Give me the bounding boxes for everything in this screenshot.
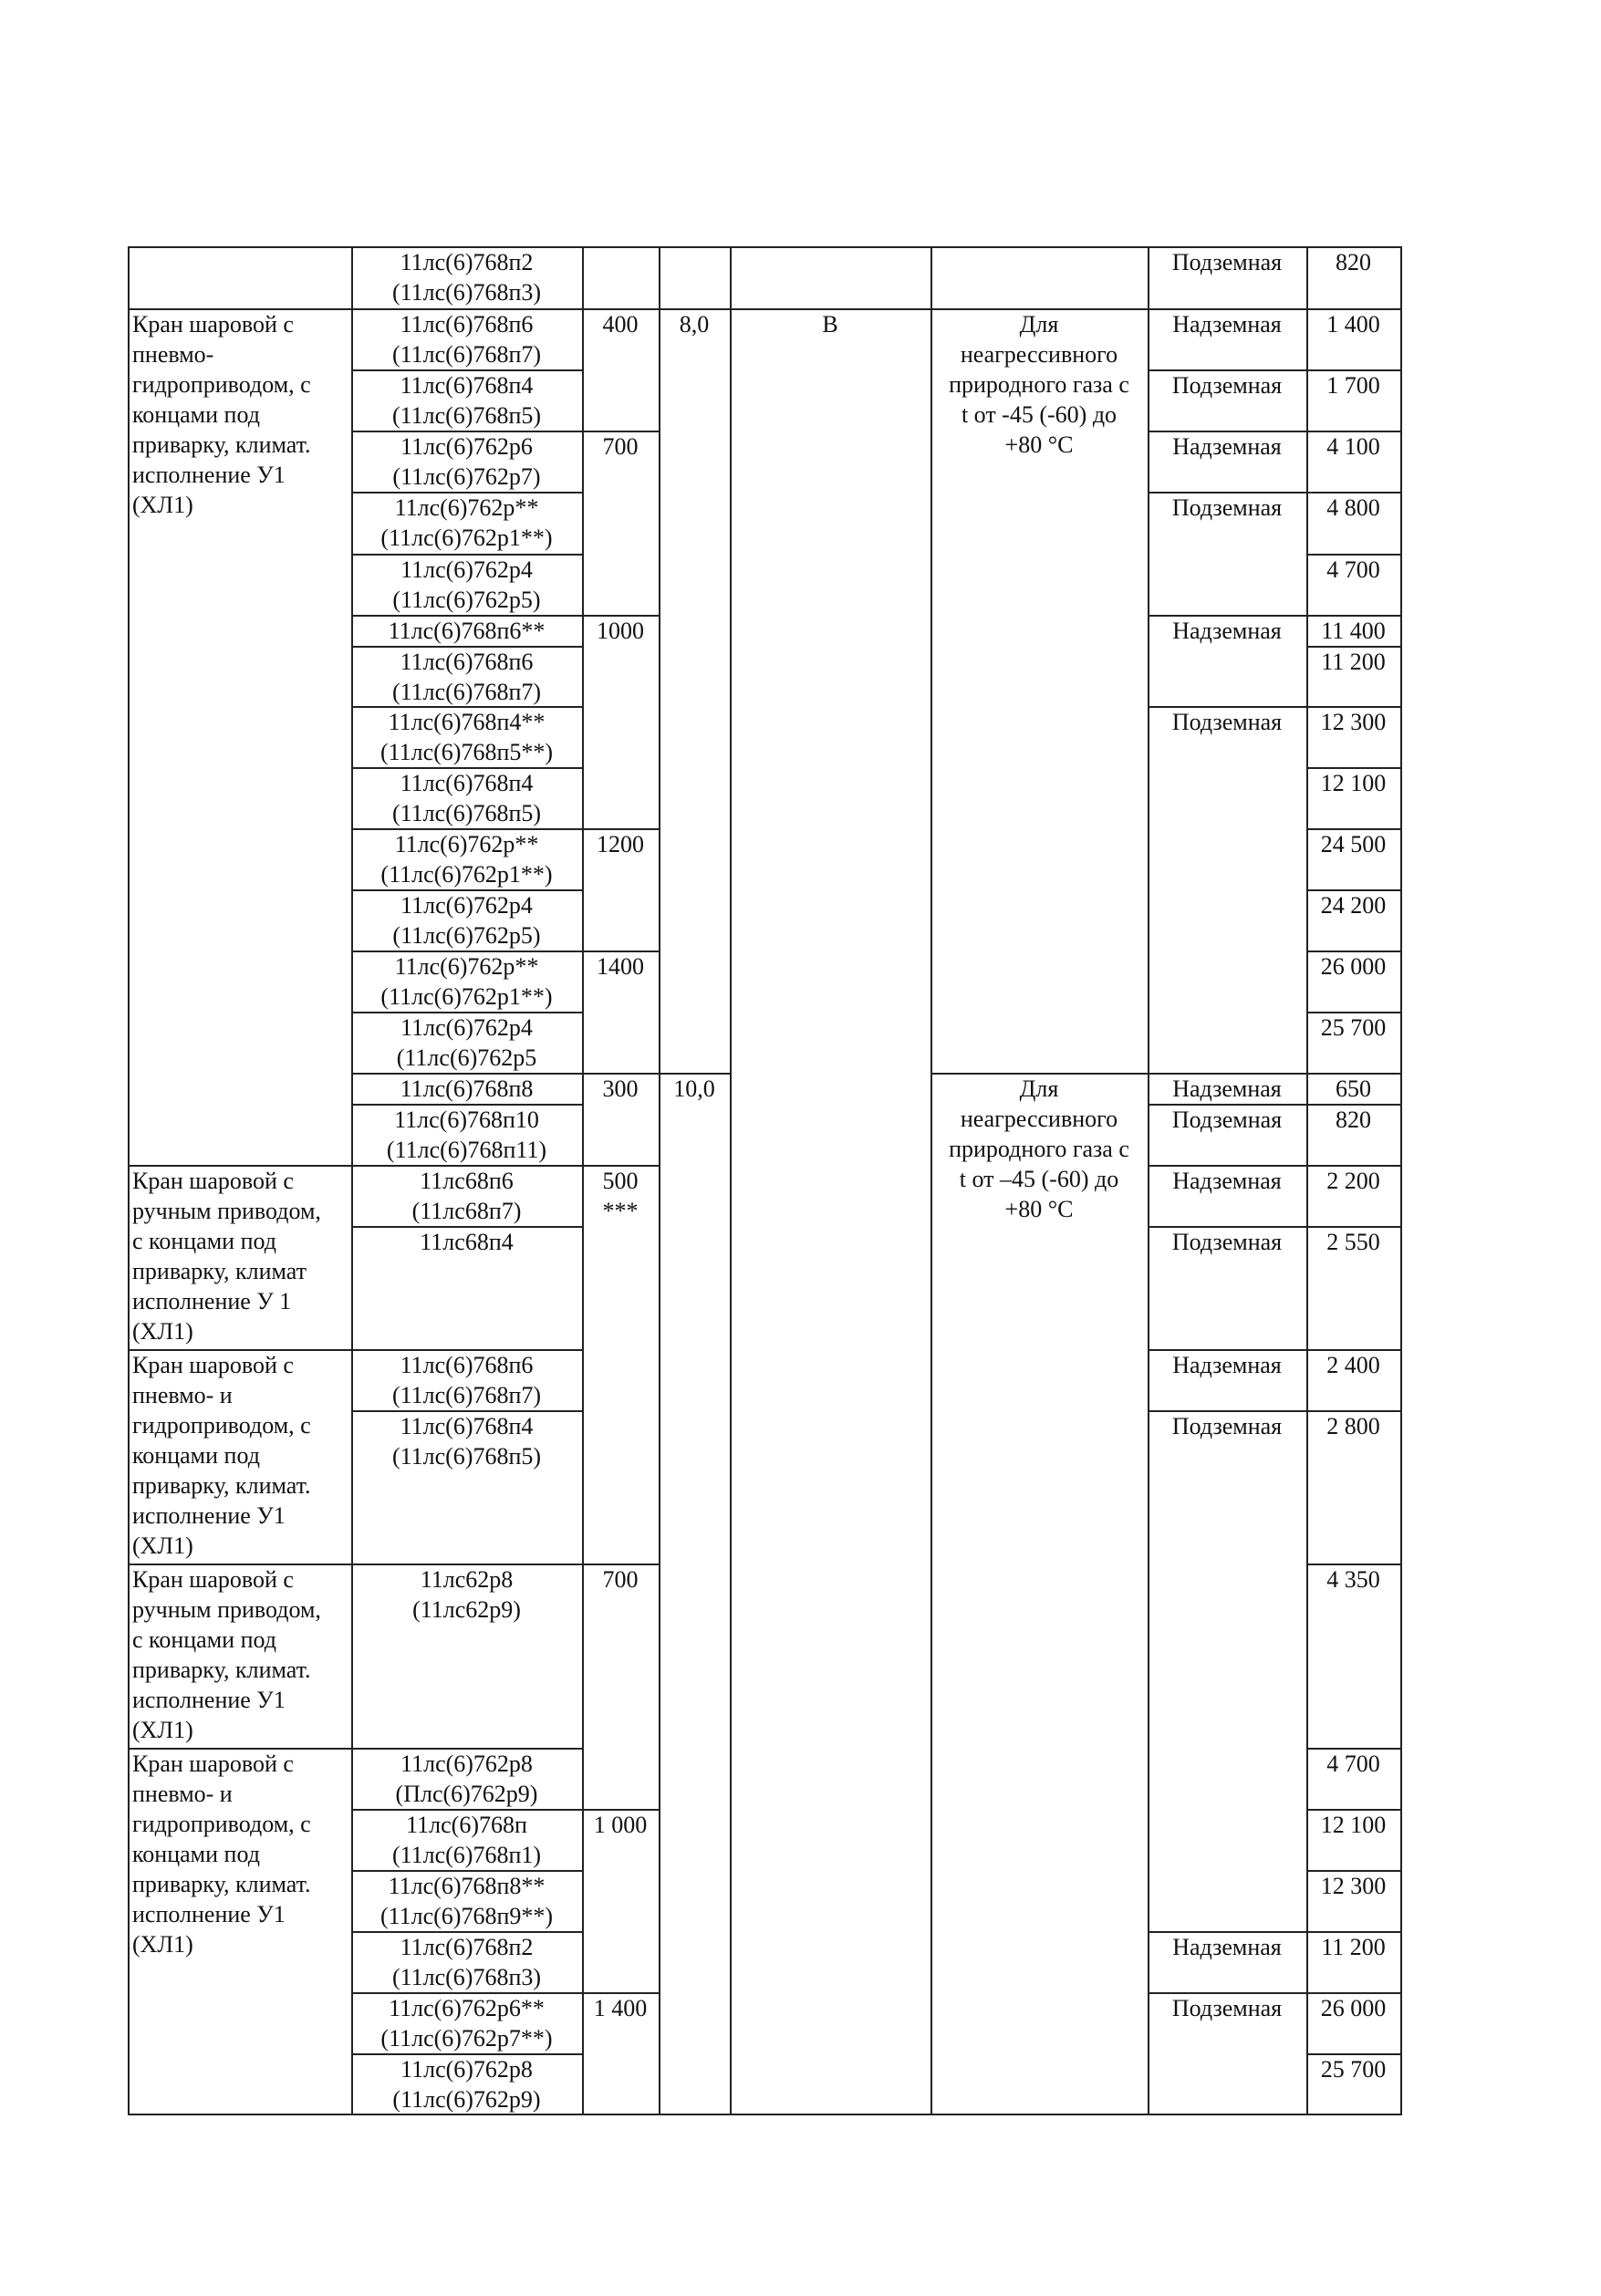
desc-cell: концами под	[132, 1442, 260, 1469]
row-border	[930, 1073, 1402, 1075]
model-cell: 11лс(6)762р**	[394, 494, 539, 521]
model-cell: (11лс(6)762р7**)	[380, 2025, 553, 2052]
column-border	[1148, 246, 1149, 2114]
row-border	[351, 1104, 584, 1106]
column-border	[582, 246, 584, 2114]
dn-cell: 1400	[597, 953, 644, 980]
model-cell: 11лс68п4	[420, 1229, 514, 1255]
model-cell: 11лс(6)768п2	[400, 1934, 534, 1960]
medium-cell: Для	[1019, 311, 1059, 338]
mass-cell: 26 000	[1320, 953, 1387, 980]
desc-cell: исполнение У1	[132, 1901, 286, 1927]
install-cell: Подземная	[1171, 1229, 1283, 1255]
mass-cell: 820	[1336, 1106, 1371, 1133]
row-border	[1148, 1349, 1402, 1351]
pn-cell: 10,0	[673, 1075, 715, 1102]
row-border	[351, 1226, 584, 1228]
install-cell: Подземная	[1171, 1106, 1283, 1133]
mass-cell: 11 200	[1321, 1934, 1386, 1960]
desc-cell: (ХЛ1)	[132, 1717, 193, 1743]
model-cell: (11лс(6)768п11)	[386, 1137, 547, 1163]
install-cell: Надземная	[1172, 618, 1282, 644]
model-cell: 11лс(6)768п6	[400, 1352, 534, 1378]
model-cell: 11лс(6)762р**	[394, 831, 539, 857]
mass-cell: 24 500	[1320, 831, 1387, 857]
model-cell: (11лс(6)768п7)	[391, 679, 542, 705]
row-border	[351, 646, 584, 648]
install-cell: Надземная	[1172, 311, 1282, 338]
desc-cell: исполнение У1	[132, 462, 286, 488]
desc-cell: концами под	[132, 1841, 260, 1867]
desc-cell: гидроприводом, с	[132, 1811, 311, 1837]
medium-cell: +80 °С	[1004, 1196, 1074, 1222]
model-cell: (11лс(6)768п7)	[391, 341, 542, 368]
model-cell: 11лс(6)762р6**	[389, 1995, 545, 2021]
medium-cell: природного газа с	[949, 371, 1129, 398]
column-border	[1306, 246, 1308, 2114]
row-border	[351, 1992, 660, 1994]
row-border	[351, 2053, 584, 2055]
model-cell: (11лс(6)762р1**)	[380, 983, 553, 1010]
dn-cell: 500	[602, 1168, 639, 1194]
row-border	[351, 1931, 584, 1933]
install-cell: Подземная	[1171, 709, 1283, 735]
desc-cell: (ХЛ1)	[132, 492, 193, 518]
model-cell: 11лс(6)768п2	[400, 249, 534, 275]
model-cell: (11лс(6)768п5)	[391, 402, 542, 429]
column-border	[730, 246, 732, 2114]
mass-cell: 25 700	[1320, 1014, 1387, 1041]
model-cell: (11лс(6)768п3)	[391, 279, 542, 306]
desc-cell: гидроприводом, с	[132, 371, 311, 398]
desc-cell: приварку, климат.	[132, 1871, 311, 1897]
desc-cell: пневмо- и	[132, 1781, 233, 1807]
mass-cell: 24 200	[1320, 892, 1387, 919]
model-cell: 11лс62р8	[420, 1566, 514, 1593]
row-border	[351, 889, 584, 891]
model-cell: 11лс(6)762р8	[400, 1751, 533, 1777]
row-border	[1306, 1809, 1402, 1811]
desc-cell: с концами под	[132, 1228, 276, 1254]
install-cell: Надземная	[1172, 1352, 1282, 1378]
model-cell: 11лс(6)768п8**	[388, 1873, 546, 1899]
desc-cell: пневмо-	[132, 341, 214, 368]
medium-cell: Для	[1019, 1075, 1059, 1102]
desc-cell: приварку, климат.	[132, 1472, 311, 1499]
row-border	[351, 1870, 584, 1872]
dn-cell: 1000	[597, 618, 644, 644]
model-cell: 11лс(6)768п4**	[388, 709, 546, 735]
mass-cell: 11 200	[1321, 649, 1386, 675]
model-cell: 11лс(6)768п	[406, 1812, 527, 1838]
mass-cell: 4 100	[1326, 433, 1380, 460]
install-cell: Подземная	[1171, 249, 1283, 275]
mass-cell: 11 400	[1321, 618, 1386, 644]
row-border	[1306, 2053, 1402, 2055]
row-border	[1148, 1931, 1402, 1933]
model-cell: (11лс(6)762р7)	[392, 463, 541, 490]
mass-cell: 4 700	[1326, 556, 1380, 583]
row-border	[1306, 1564, 1402, 1565]
mass-cell: 1 700	[1326, 372, 1380, 399]
row-border	[1148, 1992, 1402, 1994]
row-border	[351, 1809, 660, 1811]
model-cell: (Плс(6)762р9)	[395, 1781, 538, 1807]
mass-cell: 1 400	[1326, 311, 1380, 338]
desc-cell: ручным приводом,	[132, 1596, 321, 1623]
dn-cell: 400	[602, 311, 639, 338]
row-border	[351, 615, 660, 617]
model-cell: (11лс(6)762р9)	[392, 2086, 541, 2113]
column-border	[128, 246, 130, 2114]
mass-cell: 12 300	[1320, 709, 1387, 735]
row-border	[1306, 1748, 1402, 1750]
medium-cell: t от –45 (-60) до	[959, 1166, 1119, 1192]
dn-footnote-cell: ***	[602, 1198, 639, 1224]
install-cell: Надземная	[1172, 1168, 1282, 1194]
install-cell: Надземная	[1172, 1934, 1282, 1960]
model-cell: 11лс(6)768п4	[400, 1413, 534, 1439]
row-border	[351, 1410, 584, 1412]
desc-cell: приварку, климат.	[132, 431, 311, 458]
mass-cell: 4 350	[1326, 1566, 1380, 1593]
model-cell: 11лс(6)768п4	[400, 372, 534, 399]
model-cell: 11лс(6)762р4	[400, 892, 533, 919]
row-border	[1148, 1165, 1402, 1167]
mass-cell: 2 400	[1326, 1352, 1380, 1378]
dn-cell: 1200	[597, 831, 644, 857]
column-border	[351, 246, 353, 2114]
dn-cell: 300	[602, 1075, 639, 1102]
row-border	[128, 308, 1402, 310]
desc-cell: гидроприводом, с	[132, 1412, 311, 1439]
model-cell: 11лс(6)762р6	[400, 433, 533, 460]
dn-cell: 1 000	[593, 1812, 648, 1838]
medium-cell: неагрессивного	[960, 1106, 1118, 1132]
model-cell: 11лс(6)768п8	[400, 1075, 534, 1102]
model-cell: 11лс(6)768п6	[400, 649, 534, 675]
model-cell: 11лс(6)768п4	[400, 770, 534, 796]
model-cell: 11лс(6)762р8	[400, 2056, 533, 2083]
row-border	[1148, 431, 1402, 432]
row-border	[1306, 767, 1402, 769]
model-cell: 11лс(6)768п6**	[388, 618, 546, 644]
row-border	[1148, 706, 1402, 708]
row-border	[1148, 615, 1402, 617]
row-border	[351, 1073, 732, 1075]
desc-cell: ручным приводом,	[132, 1198, 321, 1224]
mass-cell: 25 700	[1320, 2056, 1387, 2083]
row-border	[1306, 1870, 1402, 1872]
desc-cell: Кран шаровой с	[132, 1751, 294, 1777]
row-border	[1306, 889, 1402, 891]
row-border	[351, 828, 660, 830]
mass-cell: 4 700	[1326, 1751, 1380, 1777]
model-cell: 11лс68п6	[420, 1168, 514, 1194]
row-border	[1306, 828, 1402, 830]
table-bottom-border	[128, 2114, 1402, 2115]
model-cell: 11лс(6)762р4	[400, 556, 533, 583]
row-border	[1148, 1226, 1402, 1228]
model-cell: (11лс(6)768п5**)	[379, 739, 554, 765]
desc-cell: исполнение У 1	[132, 1288, 292, 1314]
model-cell: (11лс(6)768п1)	[391, 1842, 542, 1868]
desc-cell: приварку, климат.	[132, 1657, 311, 1683]
row-border	[351, 706, 584, 708]
model-cell: (11лс(6)762р5)	[392, 587, 541, 613]
model-cell: (11лс68п7)	[411, 1198, 522, 1224]
mass-cell: 2 800	[1326, 1413, 1380, 1439]
mass-cell: 820	[1336, 249, 1371, 275]
mass-cell: 26 000	[1320, 1995, 1387, 2021]
column-border	[1400, 246, 1402, 2114]
desc-cell: пневмо- и	[132, 1382, 233, 1408]
table-top-border	[128, 246, 1400, 248]
model-cell: (11лс(6)768п3)	[391, 1964, 542, 1990]
row-border	[1306, 1012, 1402, 1013]
mass-cell: 2 550	[1326, 1229, 1380, 1255]
model-cell: (11лс(6)768п5)	[391, 800, 542, 826]
row-border	[1148, 1104, 1402, 1106]
install-cell: Подземная	[1171, 494, 1283, 521]
row-border	[1148, 492, 1402, 493]
row-border	[128, 1165, 660, 1167]
desc-cell: исполнение У1	[132, 1687, 286, 1713]
row-border	[351, 951, 660, 952]
mass-cell: 2 200	[1326, 1168, 1380, 1194]
model-cell: (11лс62р9)	[412, 1596, 521, 1623]
desc-cell: Кран шаровой с	[132, 1352, 294, 1378]
model-cell: (11лс(6)762р5	[396, 1044, 537, 1071]
row-border	[351, 431, 660, 432]
mass-cell: 12 100	[1320, 1812, 1387, 1838]
row-border	[351, 767, 584, 769]
column-border	[930, 246, 932, 2114]
desc-cell: (ХЛ1)	[132, 1532, 193, 1559]
desc-cell: (ХЛ1)	[132, 1318, 193, 1345]
row-border	[128, 1748, 584, 1750]
model-cell: (11лс(6)762р5)	[392, 922, 541, 949]
install-cell: Надземная	[1172, 433, 1282, 460]
row-border	[351, 492, 584, 493]
model-cell: 11лс(6)762р**	[394, 953, 539, 980]
dn-cell: 1 400	[593, 1995, 648, 2021]
row-border	[1148, 369, 1402, 371]
model-cell: (11лс(6)768п7)	[391, 1382, 542, 1408]
model-cell: (11лс(6)768п5)	[391, 1443, 542, 1470]
row-border	[351, 369, 584, 371]
model-cell: (11лс(6)762р1**)	[380, 861, 553, 888]
desc-cell: концами под	[132, 401, 260, 428]
pn-cell: 8,0	[679, 311, 710, 338]
mass-cell: 650	[1336, 1075, 1371, 1102]
desc-cell: (ХЛ1)	[132, 1931, 193, 1958]
model-cell: 11лс(6)762р4	[400, 1014, 533, 1041]
install-cell: Надземная	[1172, 1075, 1282, 1102]
row-border	[1306, 554, 1402, 556]
model-cell: 11лс(6)768п10	[394, 1106, 539, 1133]
model-cell: (11лс(6)768п9**)	[379, 1903, 554, 1929]
desc-cell: исполнение У1	[132, 1502, 286, 1529]
model-cell: (11лс(6)762р1**)	[380, 525, 553, 551]
desc-cell: Кран шаровой с	[132, 1566, 294, 1593]
cls-cell: В	[822, 311, 838, 338]
desc-cell: приварку, климат	[132, 1258, 307, 1284]
medium-cell: природного газа с	[949, 1136, 1129, 1162]
row-border	[1148, 1410, 1402, 1412]
desc-cell: с концами под	[132, 1626, 276, 1653]
desc-cell: Кран шаровой с	[132, 311, 294, 338]
medium-cell: t от -45 (-60) до	[961, 401, 1118, 428]
install-cell: Подземная	[1171, 372, 1283, 399]
dn-cell: 700	[602, 1566, 639, 1593]
mass-cell: 12 100	[1320, 770, 1387, 796]
install-cell: Подземная	[1171, 1995, 1283, 2021]
desc-cell: Кран шаровой с	[132, 1168, 294, 1194]
medium-cell: неагрессивного	[960, 341, 1118, 368]
medium-cell: +80 °С	[1004, 431, 1074, 458]
mass-cell: 12 300	[1320, 1873, 1387, 1899]
model-cell: 11лс(6)768п6	[400, 311, 534, 338]
row-border	[351, 1012, 584, 1013]
row-border	[351, 554, 584, 556]
row-border	[1306, 646, 1402, 648]
dn-cell: 700	[602, 433, 639, 460]
row-border	[128, 1564, 660, 1565]
install-cell: Подземная	[1171, 1413, 1283, 1439]
mass-cell: 4 800	[1326, 494, 1380, 521]
column-border	[659, 246, 660, 2114]
row-border	[128, 1349, 584, 1351]
row-border	[1306, 951, 1402, 952]
